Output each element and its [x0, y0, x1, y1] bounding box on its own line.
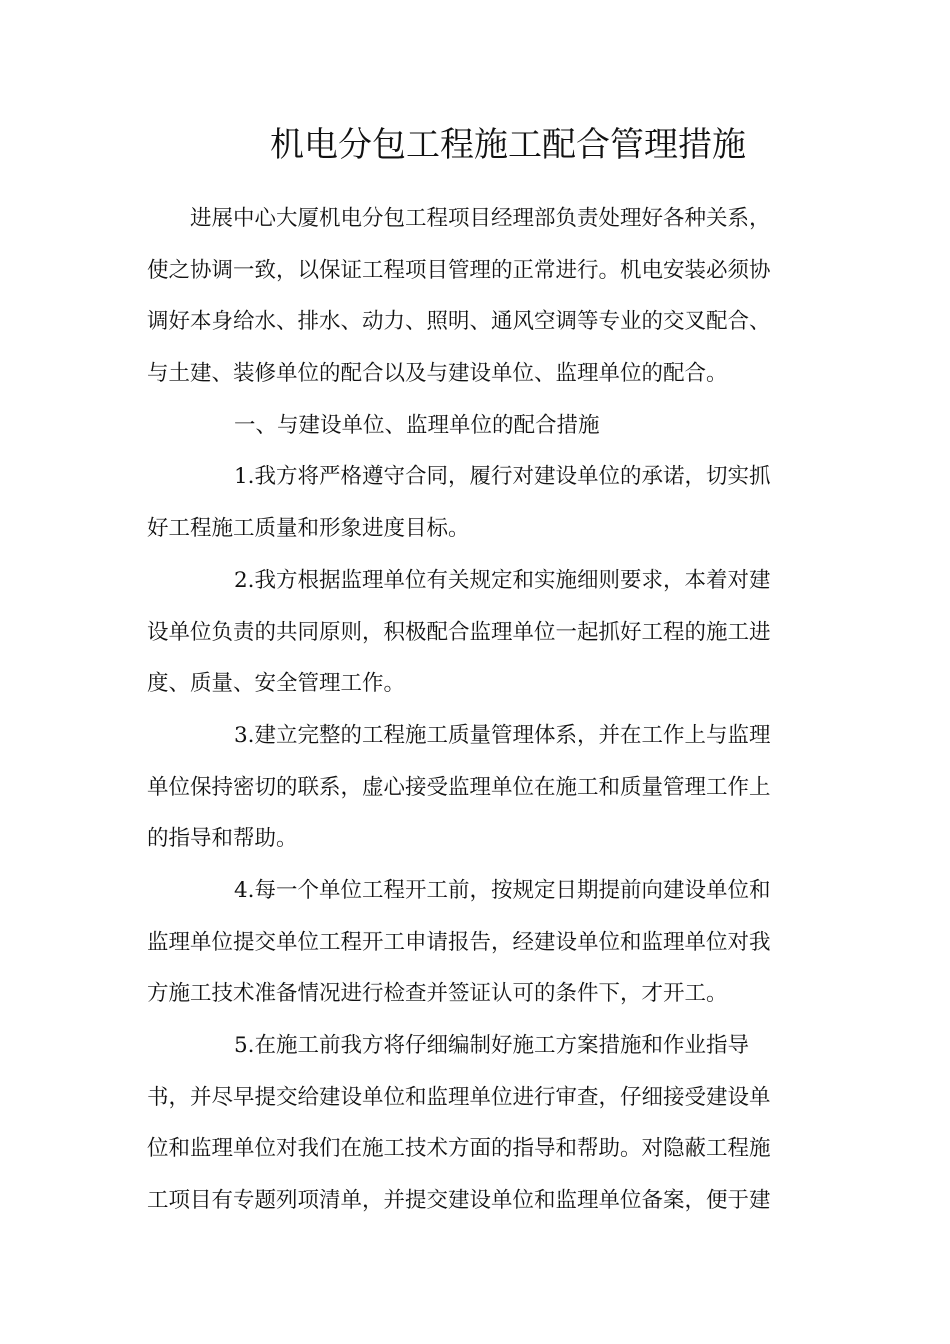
- text-line: 4.每一个单位工程开工前，按规定日期提前向建设单位和: [234, 877, 771, 903]
- text-line: 设单位负责的共同原则，积极配合监理单位一起抓好工程的施工进: [147, 619, 771, 645]
- text-line: 5.在施工前我方将仔细编制好施工方案措施和作业指导: [234, 1033, 750, 1058]
- text-line: 1.我方将严格遵守合同，履行对建设单位的承诺，切实抓: [234, 464, 771, 490]
- text-line: 位和监理单位对我们在施工技术方面的指导和帮助。对隐蔽工程施: [147, 1136, 771, 1162]
- text-line: 与土建、装修单位的配合以及与建设单位、监理单位的配合。: [147, 361, 728, 387]
- text-line: 度、质量、安全管理工作。: [147, 671, 406, 697]
- text-line: 书，并尽早提交给建设单位和监理单位进行审查，仔细接受建设单: [147, 1084, 771, 1110]
- text-line: 2.我方根据监理单位有关规定和实施细则要求，本着对建: [234, 567, 771, 593]
- text-line: 的指导和帮助。: [147, 826, 298, 852]
- text-line: 工项目有专题列项清单，并提交建设单位和监理单位备案，便于建: [147, 1188, 771, 1214]
- text-line: 方施工技术准备情况进行检查并签证认可的条件下，才开工。: [147, 981, 728, 1007]
- text-line: 进展中心大厦机电分包工程项目经理部负责处理好各种关系，: [190, 206, 771, 231]
- document-title: 机电分包工程施工配合管理措施: [270, 125, 746, 165]
- text-line: 3.建立完整的工程施工质量管理体系，并在工作上与监理: [234, 722, 771, 748]
- text-line: 单位保持密切的联系，虚心接受监理单位在施工和质量管理工作上: [147, 774, 771, 800]
- document-body: [147, 193, 797, 1227]
- text-line: 好工程施工质量和形象进度目标。: [147, 516, 470, 542]
- text-line: 使之协调一致，以保证工程项目管理的正常进行。机电安装必须协: [147, 257, 771, 283]
- text-line: 一、与建设单位、监理单位的配合措施: [234, 412, 600, 438]
- text-line: 监理单位提交单位工程开工申请报告，经建设单位和监理单位对我: [147, 929, 771, 955]
- text-line: 调好本身给水、排水、动力、照明、通风空调等专业的交叉配合、: [147, 309, 771, 335]
